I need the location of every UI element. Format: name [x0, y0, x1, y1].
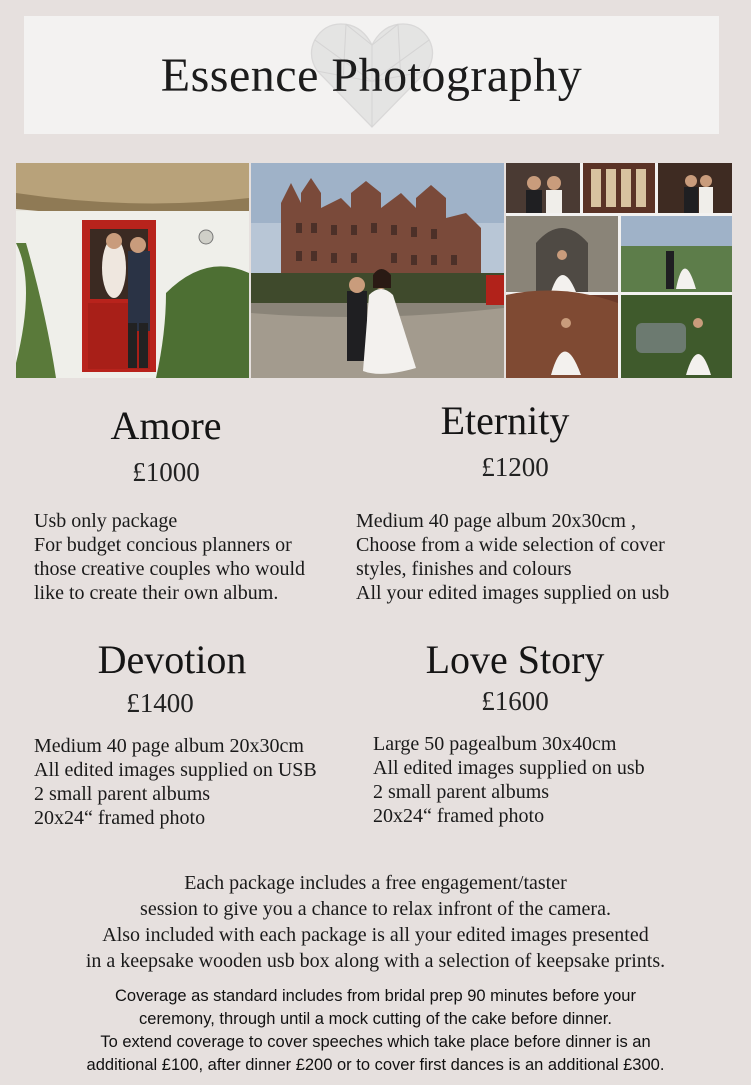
description-line: 2 small parent albums: [34, 783, 211, 805]
package-description-amore: [34, 509, 305, 605]
package-name-amore: Amore: [110, 403, 222, 448]
description-line: Usb only package: [34, 510, 178, 532]
description-line: styles, finishes and colours: [356, 558, 572, 580]
description-line: For budget concious planners or: [34, 534, 292, 556]
description-line: All edited images supplied on USB: [34, 759, 317, 781]
description-line: Medium 40 page album 20x30cm ,: [356, 510, 636, 532]
coverage-line: additional £100, after dinner £200 or to cover first dances is an additional £300.: [86, 1056, 665, 1074]
package-description-love-story: [373, 732, 645, 828]
package-name-love-story: Love Story: [425, 637, 605, 682]
description-line: Medium 40 page album 20x30cm: [34, 735, 304, 757]
description-line: Large 50 pagealbum 30x40cm: [373, 733, 617, 755]
package-name-eternity: Eternity: [440, 398, 570, 443]
package-description-eternity: [356, 509, 669, 605]
description-line: like to create their own album.: [34, 582, 279, 604]
intro-line: in a keepsake wooden usb box along with a selection of keepsake prints.: [85, 950, 666, 972]
coverage-text: [0, 985, 751, 1077]
description-line: those creative couples who would: [34, 558, 306, 580]
coverage-line: To extend coverage to cover speeches which take place before dinner is an: [100, 1033, 651, 1051]
included-extras-text: [0, 870, 751, 974]
castle-photo: [251, 163, 504, 378]
description-line: All edited images supplied on usb: [373, 757, 645, 779]
package-price-devotion: £1400: [126, 688, 194, 718]
package-price-eternity: £1200: [481, 452, 549, 482]
header-banner: [24, 16, 719, 134]
package-price-love-story: £1600: [481, 686, 549, 716]
intro-line: Also included with each package is all your edited images presented: [102, 924, 649, 946]
coverage-line: ceremony, through until a mock cutting of the cake before dinner.: [139, 1010, 612, 1028]
description-line: Choose from a wide selection of cover: [356, 534, 665, 556]
coverage-line: Coverage as standard includes from bridal prep 90 minutes before your: [115, 987, 636, 1005]
package-name-devotion: Devotion: [97, 637, 247, 682]
intro-line: Each package includes a free engagement/taster: [184, 872, 567, 894]
description-line: 2 small parent albums: [373, 781, 550, 803]
package-description-devotion: [34, 734, 317, 830]
page-title: Essence Photography: [160, 48, 583, 102]
description-line: 20x24“ framed photo: [373, 805, 545, 827]
cottage-door-photo: [16, 163, 249, 378]
package-price-amore: £1000: [132, 457, 200, 487]
description-line: All your edited images supplied on usb: [356, 582, 670, 604]
description-line: 20x24“ framed photo: [34, 807, 206, 829]
collage-photo: [506, 163, 732, 378]
intro-line: session to give you a chance to relax infront of the camera.: [140, 898, 611, 920]
